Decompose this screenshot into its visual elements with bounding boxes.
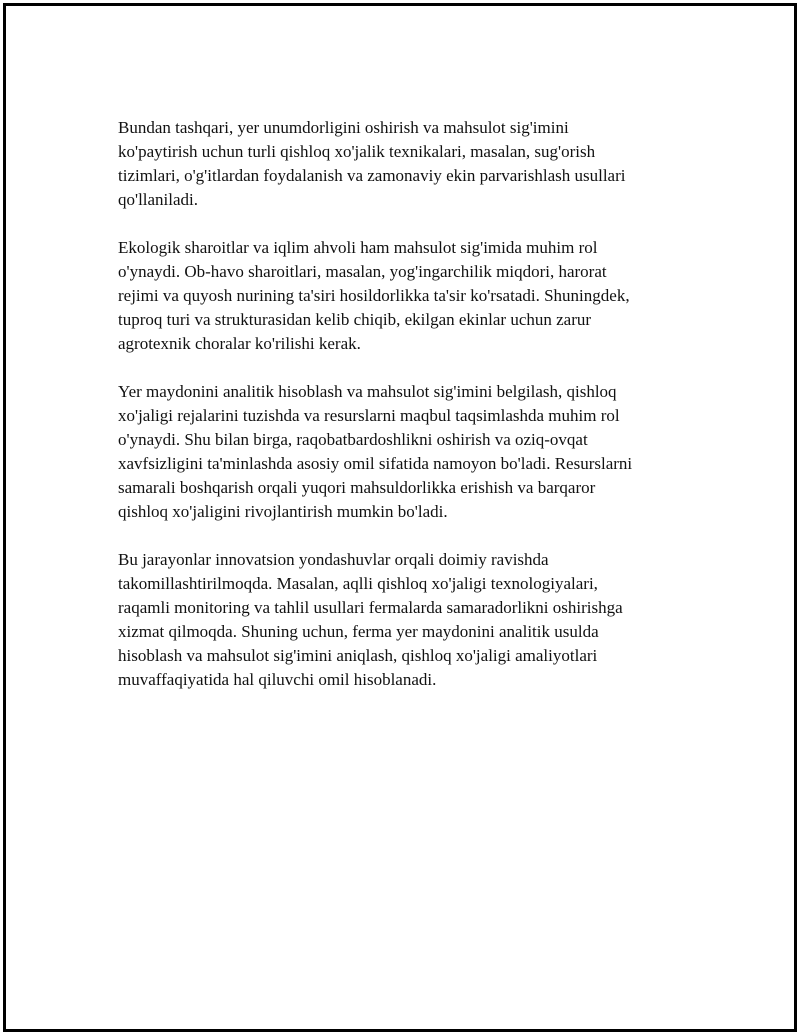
paragraph-line: takomillashtirilmoqda. Masalan, aqlli qishloq xo'jaligi texnologiyalari,	[118, 574, 598, 593]
paragraph-line: raqamli monitoring va tahlil usullari fermalarda samaradorlikni oshirishga	[118, 598, 623, 617]
paragraph-1	[118, 116, 678, 212]
paragraph-4	[118, 548, 678, 692]
paragraph-3	[118, 380, 678, 524]
paragraph-line: o'ynaydi. Ob-havo sharoitlari, masalan, yog'ingarchilik miqdori, harorat	[118, 262, 607, 281]
paragraph-line: xizmat qilmoqda. Shuning uchun, ferma yer maydonini analitik usulda	[118, 622, 599, 641]
paragraph-line: ko'paytirish uchun turli qishloq xo'jalik texnikalari, masalan, sug'orish	[118, 142, 596, 161]
paragraph-line: Ekologik sharoitlar va iqlim ahvoli ham mahsulot sig'imida muhim rol	[118, 238, 598, 257]
paragraph-line: samarali boshqarish orqali yuqori mahsuldorlikka erishish va barqaror	[118, 478, 596, 497]
paragraph-line: o'ynaydi. Shu bilan birga, raqobatbardoshlikni oshirish va oziq-ovqat	[118, 430, 588, 449]
paragraph-line: xavfsizligini ta'minlashda asosiy omil sifatida namoyon bo'ladi. Resurslarni	[118, 454, 633, 473]
paragraph-line: rejimi va quyosh nurining ta'siri hosildorlikka ta'sir ko'rsatadi. Shuningdek,	[118, 286, 630, 305]
paragraph-line: qo'llaniladi.	[118, 190, 199, 209]
paragraph-2	[118, 236, 678, 356]
paragraph-line: muvaffaqiyatida hal qiluvchi omil hisoblanadi.	[118, 670, 437, 689]
paragraph-line: tuproq turi va strukturasidan kelib chiqib, ekilgan ekinlar uchun zarur	[118, 310, 592, 329]
paragraph-line: agrotexnik choralar ko'rilishi kerak.	[118, 334, 361, 353]
paragraph-line: Bundan tashqari, yer unumdorligini oshirish va mahsulot sig'imini	[118, 118, 569, 137]
paragraph-line: Bu jarayonlar innovatsion yondashuvlar orqali doimiy ravishda	[118, 550, 549, 569]
paragraph-line: tizimlari, o'g'itlardan foydalanish va zamonaviy ekin parvarishlash usullari	[118, 166, 626, 185]
document-body	[118, 116, 678, 716]
paragraph-line: Yer maydonini analitik hisoblash va mahsulot sig'imini belgilash, qishloq	[118, 382, 617, 401]
paragraph-line: hisoblash va mahsulot sig'imini aniqlash, qishloq xo'jaligi amaliyotlari	[118, 646, 598, 665]
paragraph-line: xo'jaligi rejalarini tuzishda va resurslarni maqbul taqsimlashda muhim rol	[118, 406, 620, 425]
paragraph-line: qishloq xo'jaligini rivojlantirish mumkin bo'ladi.	[118, 502, 448, 521]
